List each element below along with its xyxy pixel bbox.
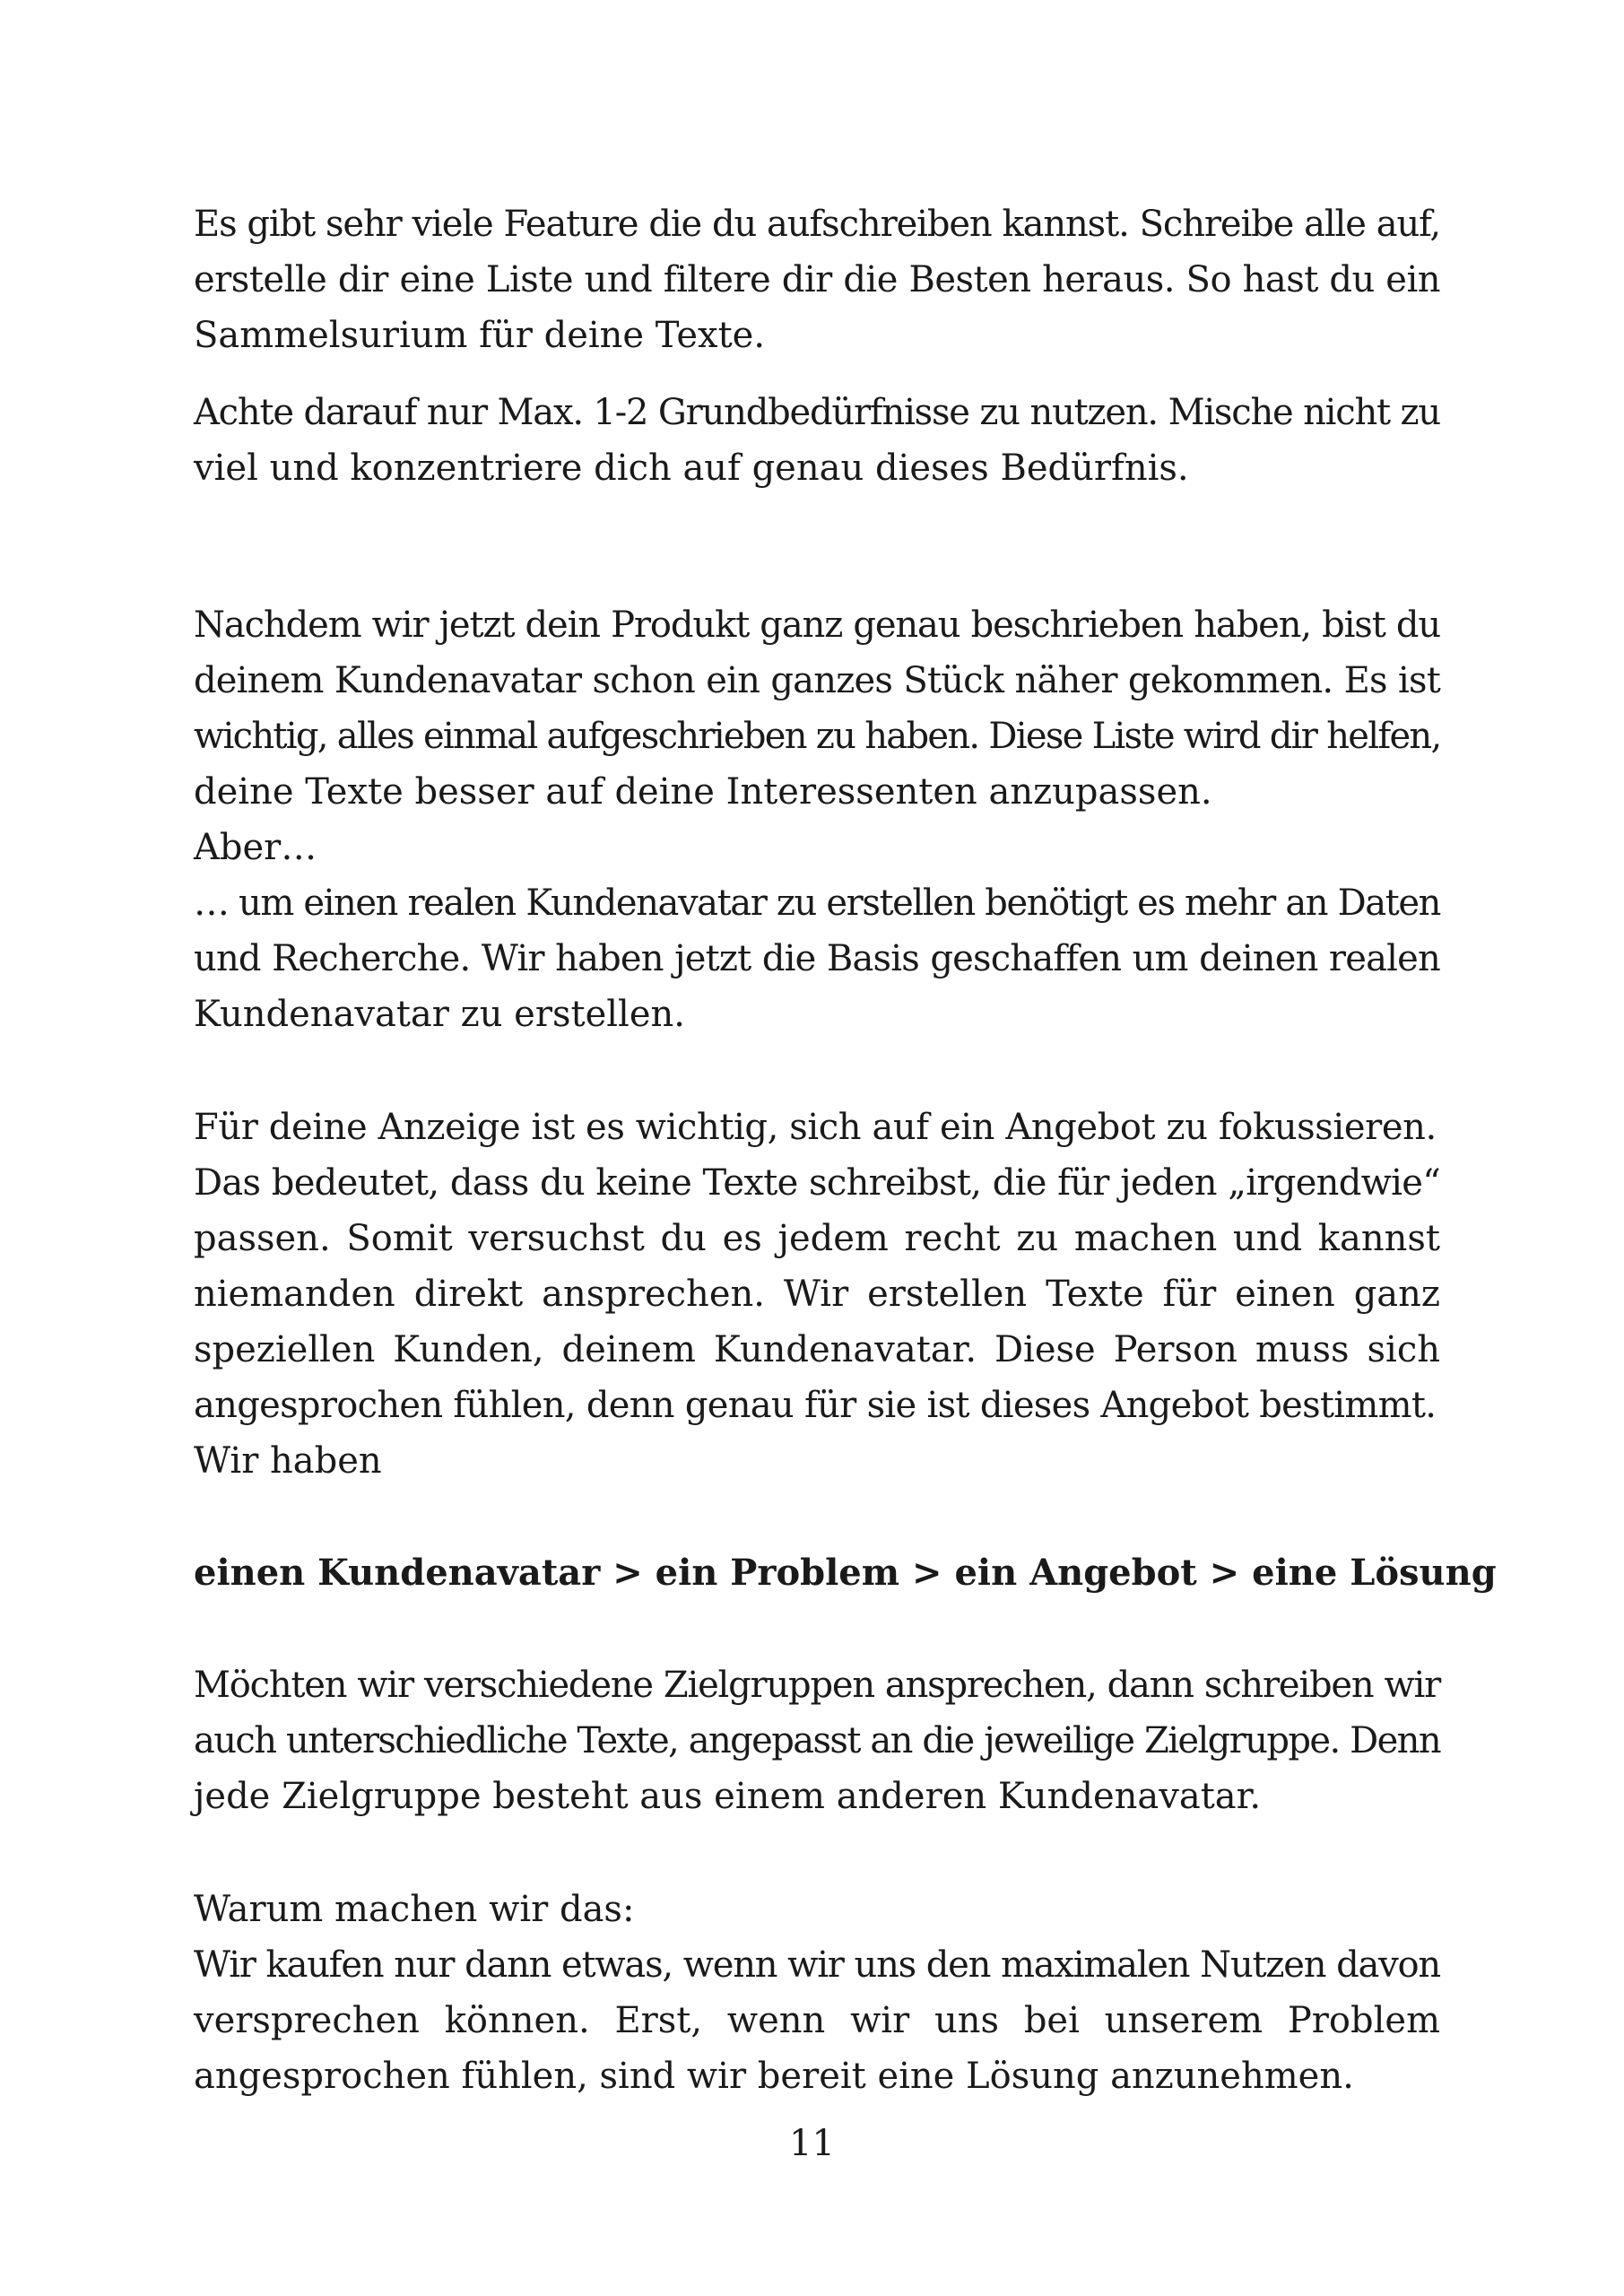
text-line: speziellen Kunden, deinem Kundenavatar. Diese Person muss sich <box>194 1329 1440 1370</box>
text-line: viel und konzentriere dich auf genau dieses Bedürfnis. <box>194 448 1189 489</box>
text-line: erstelle dir eine Liste und filtere dir die Besten heraus. So hast du ein <box>194 259 1440 300</box>
text-line: passen. Somit versuchst du es jedem recht zu machen und kannst <box>194 1218 1440 1259</box>
text-line: versprechen können. Erst, wenn wir uns bei unserem Problem <box>194 2000 1440 2041</box>
text-line: angesprochen fühlen, sind wir bereit eine Lösung anzunehmen. <box>194 2056 1354 2097</box>
text-line: Wir kaufen nur dann etwas, wenn wir uns den maximalen Nutzen davon <box>194 1944 1440 1986</box>
text-line: Es gibt sehr viele Feature die du aufschreiben kannst. Schreibe alle auf, <box>194 204 1440 245</box>
text-line: Sammelsurium für deine Texte. <box>194 315 766 356</box>
text-line: Möchten wir verschiedene Zielgruppen ansprechen, dann schreiben wir <box>194 1665 1440 1706</box>
highlight-line: einen Kundenavatar > ein Problem > ein Angebot > eine Lösung <box>194 1552 1497 1594</box>
text-line: Für deine Anzeige ist es wichtig, sich auf ein Angebot zu fokussieren. <box>194 1107 1437 1148</box>
text-line: und Recherche. Wir haben jetzt die Basis geschaffen um deinen realen <box>194 938 1440 979</box>
text-line: Wir haben <box>194 1440 382 1482</box>
text-line: deine Texte besser auf deine Interessenten anzupassen. <box>194 771 1212 813</box>
text-line: jede Zielgruppe besteht aus einem anderen Kundenavatar. <box>194 1776 1262 1817</box>
text-line: Achte darauf nur Max. 1-2 Grundbedürfnisse zu nutzen. Mische nicht zu <box>194 392 1440 433</box>
text-line: niemanden direkt ansprechen. Wir erstellen Texte für einen ganz <box>194 1274 1440 1315</box>
text-line: wichtig, alles einmal aufgeschrieben zu haben. Diese Liste wird dir helfen, <box>194 716 1441 757</box>
text-line: Nachdem wir jetzt dein Produkt ganz genau beschrieben haben, bist du <box>194 604 1440 646</box>
text-line: Warum machen wir das: <box>194 1889 635 1930</box>
text-line: Kundenavatar zu erstellen. <box>194 994 685 1035</box>
text-line: … um einen realen Kundenavatar zu erstellen benötigt es mehr an Daten <box>194 883 1440 924</box>
text-line: deinem Kundenavatar schon ein ganzes Stück näher gekommen. Es ist <box>194 660 1440 701</box>
page-number: 11 <box>789 2123 835 2164</box>
text-line: angesprochen fühlen, denn genau für sie ist dieses Angebot bestimmt. <box>194 1385 1437 1426</box>
text-line: Aber… <box>194 827 317 868</box>
text-line: Das bedeutet, dass du keine Texte schreibst, die für jeden „irgendwie“ <box>194 1162 1440 1204</box>
text-line: auch unterschiedliche Texte, angepasst an die jeweilige Zielgruppe. Denn <box>194 1720 1440 1761</box>
